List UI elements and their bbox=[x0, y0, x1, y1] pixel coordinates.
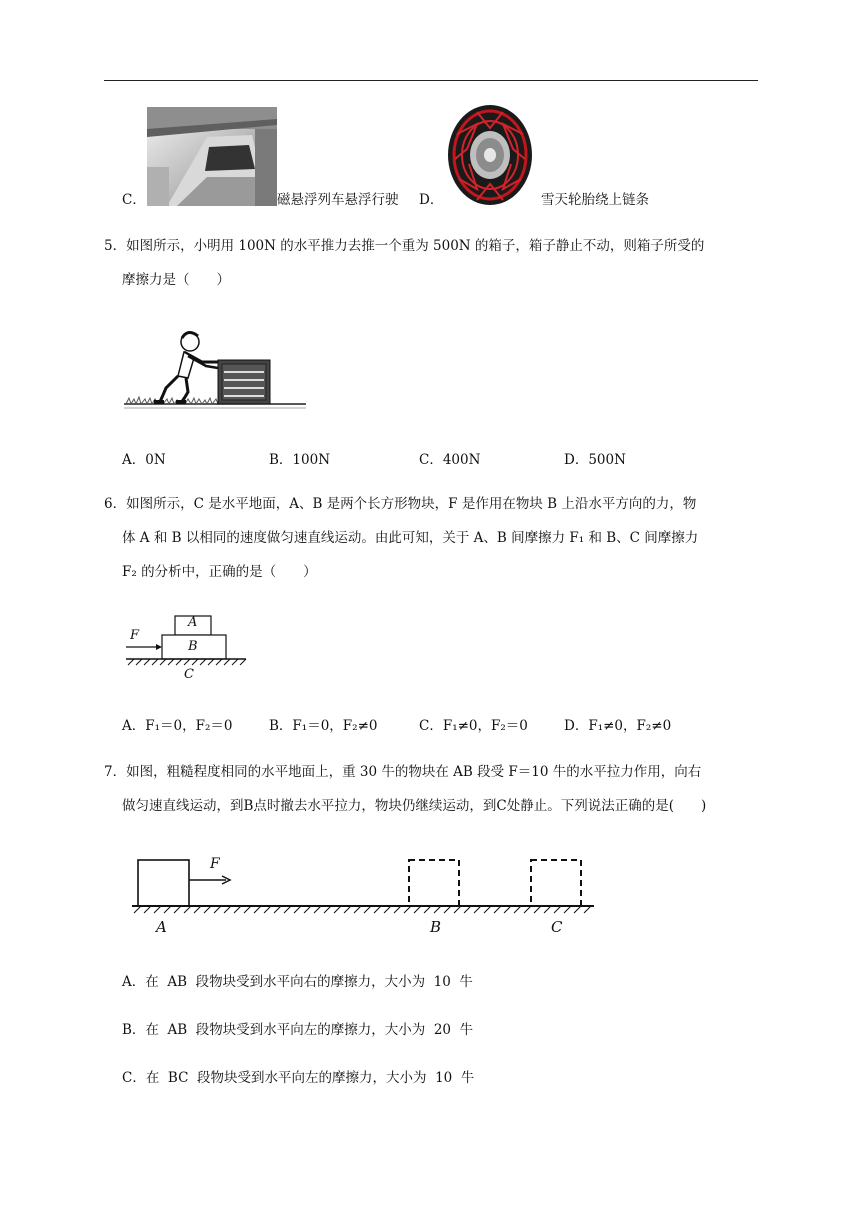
q6-stem-line3: F₂ 的分析中，正确的是（ ） bbox=[122, 564, 317, 580]
q5-stem-line2: 摩擦力是（ ） bbox=[122, 272, 230, 288]
q4-option-c-letter: C． bbox=[122, 192, 146, 208]
q6-stem-line1: 6．如图所示，C 是水平地面，A、B 是两个长方形物块，F 是作用在物块 B 上沿水平方向的力，物 bbox=[104, 496, 697, 512]
q7-label-a: A bbox=[156, 918, 167, 936]
q6-label-c: C bbox=[184, 667, 194, 682]
q6-option-b[interactable]: B．F₁＝0，F₂≠0 bbox=[269, 718, 378, 734]
q6-option-c[interactable]: C．F₁≠0，F₂＝0 bbox=[419, 718, 528, 734]
maglev-train-photo bbox=[147, 107, 277, 206]
q7-stem-line2: 做匀速直线运动，到B点时撤去水平拉力，物块仍继续运动，到C处静止。下列说法正确的是( ) bbox=[122, 798, 707, 814]
q7-label-f: F bbox=[210, 856, 220, 872]
q5-option-a[interactable]: A．0N bbox=[122, 452, 166, 468]
q5-option-d[interactable]: D．500N bbox=[564, 452, 626, 468]
snow-chain-tire-photo bbox=[447, 104, 533, 207]
q6-figure-stacked-blocks bbox=[122, 610, 250, 686]
q7-label-c: C bbox=[551, 918, 563, 936]
q5-option-c[interactable]: C．400N bbox=[419, 452, 481, 468]
q7-figure-block-motion bbox=[130, 850, 600, 940]
q5-option-b[interactable]: B．100N bbox=[269, 452, 331, 468]
q5-stem-line1: 5．如图所示，小明用 100N 的水平推力去推一个重为 500N 的箱子，箱子静止不动，则箱子所受的 bbox=[104, 238, 705, 254]
q6-stem-line2: 体 A 和 B 以相同的速度做匀速直线运动。由此可知，关于 A、B 间摩擦力 F₁ 和 B、C 间摩擦力 bbox=[122, 530, 699, 546]
q6-option-d[interactable]: D．F₁≠0，F₂≠0 bbox=[564, 718, 672, 734]
q4-option-d-text: 雪天轮胎绕上链条 bbox=[541, 192, 649, 208]
q7-option-b[interactable]: B．在 AB 段物块受到水平向左的摩擦力，大小为 20 牛 bbox=[122, 1022, 474, 1038]
q7-option-a[interactable]: A．在 AB 段物块受到水平向右的摩擦力，大小为 10 牛 bbox=[122, 974, 473, 990]
q4-option-c-text: 磁悬浮列车悬浮行驶 bbox=[277, 192, 399, 208]
q6-label-b: B bbox=[188, 639, 198, 654]
q7-label-b: B bbox=[430, 918, 442, 936]
q7-option-c[interactable]: C．在 BC 段物块受到水平向左的摩擦力，大小为 10 牛 bbox=[122, 1070, 475, 1086]
q4-option-d-letter: D． bbox=[419, 192, 444, 208]
q5-figure-boy-pushing-box bbox=[122, 318, 306, 418]
q6-label-a: A bbox=[188, 615, 198, 630]
header-rule bbox=[104, 80, 758, 81]
q7-stem-line1: 7．如图，粗糙程度相同的水平地面上，重 30 牛的物块在 AB 段受 F＝10 牛的水平拉力作用，向右 bbox=[104, 764, 702, 780]
q6-option-a[interactable]: A．F₁＝0，F₂＝0 bbox=[122, 718, 233, 734]
q6-label-f: F bbox=[130, 628, 140, 643]
